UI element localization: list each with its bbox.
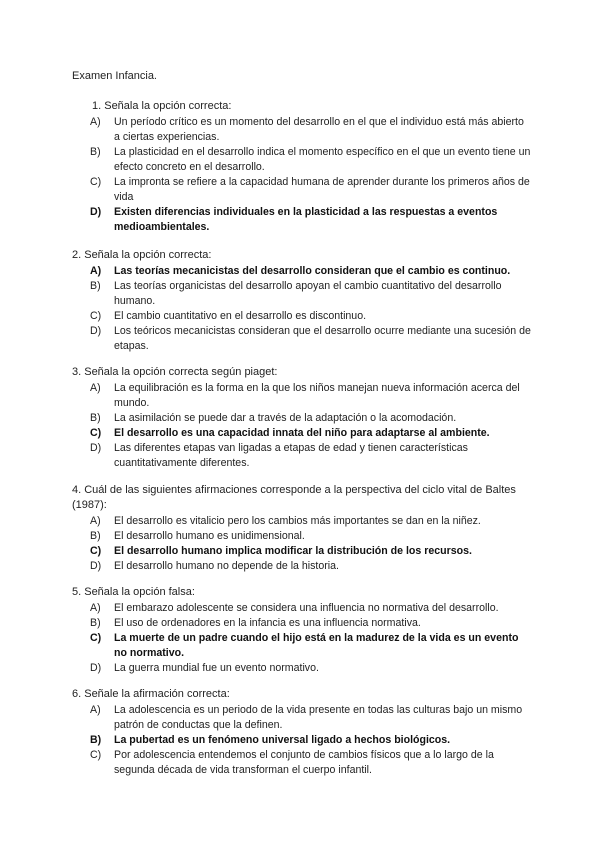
- option-c: C) Por adolescencia entendemos el conjunto de cambios físicos que a lo largo de la segunda década de vida transforman el cuerpo infantil.: [90, 749, 494, 776]
- option-c: C) El cambio cuantitativo en el desarrollo es discontinuo.: [90, 310, 367, 322]
- question-6: [72, 687, 532, 778]
- option-d: D) La guerra mundial fue un evento normativo.: [90, 662, 319, 674]
- option-c: C) El desarrollo es una capacidad innata del niño para adaptarse al ambiente.: [90, 427, 490, 439]
- option-a: A) El desarrollo es vitalicio pero los cambios más importantes se dan en la niñez.: [90, 515, 481, 527]
- question-prompt: 2. Señala la opción correcta:: [72, 249, 212, 261]
- option-d: D) Las diferentes etapas van ligadas a etapas de edad y tienen características cuantitativamente diferentes.: [90, 442, 468, 469]
- question-3: [72, 365, 532, 471]
- question-prompt: 5. Señala la opción falsa:: [72, 586, 195, 598]
- option-d: D) El desarrollo humano no depende de la historia.: [90, 560, 339, 572]
- option-a: A) El embarazo adolescente se considera una influencia no normativa del desarrollo.: [90, 602, 499, 614]
- document-title: Examen Infancia.: [72, 70, 157, 82]
- option-b: B) El uso de ordenadores en la infancia es una influencia normativa.: [90, 617, 421, 629]
- question-2: [72, 248, 532, 354]
- option-d: D) Los teóricos mecanicistas consideran que el desarrollo ocurre mediante una sucesión de etapas.: [90, 325, 531, 352]
- question-4: [72, 483, 532, 574]
- option-d: D) Existen diferencias individuales en la plasticidad a las respuestas a eventos medioambientales.: [90, 206, 498, 233]
- question-1: [72, 99, 532, 235]
- question-prompt: 4. Cuál de las siguientes afirmaciones corresponde a la perspectiva del ciclo vital de Baltes (1987):: [72, 484, 516, 511]
- question-prompt: 6. Señale la afirmación correcta:: [72, 688, 230, 700]
- option-c: C) La muerte de un padre cuando el hijo está en la madurez de la vida es un evento no normativo.: [90, 632, 519, 659]
- option-b: B) La pubertad es un fenómeno universal ligado a hechos biológicos.: [90, 734, 451, 746]
- question-prompt: 1. Señala la opción correcta:: [92, 100, 232, 112]
- question-5: [72, 585, 532, 676]
- option-b: B) La asimilación se puede dar a través de la adaptación o la acomodación.: [90, 412, 457, 424]
- option-a: A) La equilibración es la forma en la que los niños manejan nueva información acerca del mundo.: [90, 382, 520, 409]
- option-b: B) La plasticidad en el desarrollo indica el momento específico en el que un evento tiene un efecto concreto en el desarrollo.: [90, 146, 531, 173]
- option-c: C) La impronta se refiere a la capacidad humana de aprender durante los primeros años de vida: [90, 176, 530, 203]
- option-a: A) La adolescencia es un periodo de la vida presente en todas las culturas bajo un mismo patrón de conductas que la definen.: [90, 704, 523, 731]
- question-prompt: 3. Señala la opción correcta según piaget:: [72, 366, 278, 378]
- option-b: B) Las teorías organicistas del desarrollo apoyan el cambio cuantitativo del desarrollo humano.: [90, 280, 502, 307]
- option-b: B) El desarrollo humano es unidimensional.: [90, 530, 305, 542]
- option-c: C) El desarrollo humano implica modificar la distribución de los recursos.: [90, 545, 472, 557]
- option-a: A) Las teorías mecanicistas del desarrollo consideran que el cambio es continuo.: [90, 265, 511, 277]
- option-a: A) Un período crítico es un momento del desarrollo en el que el individuo está más abierto a ciertas experiencias.: [90, 116, 524, 143]
